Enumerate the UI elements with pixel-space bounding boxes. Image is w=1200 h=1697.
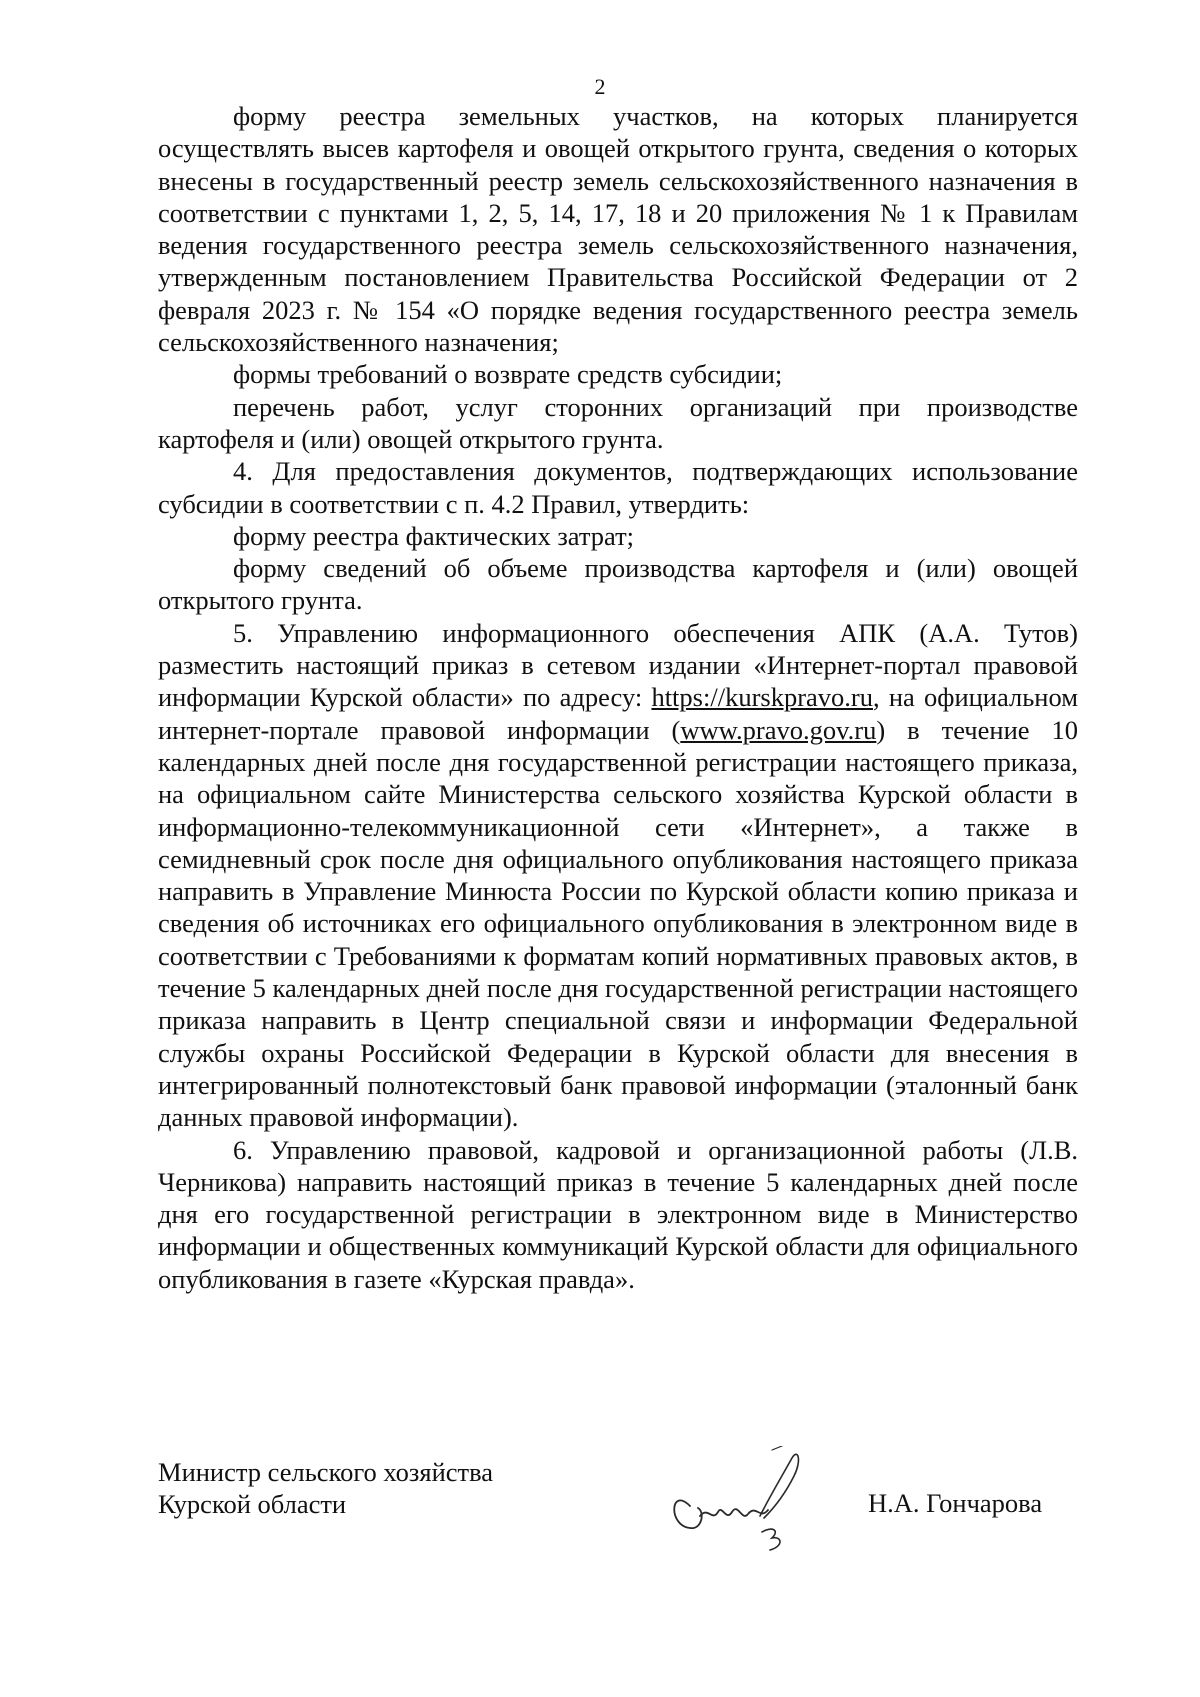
paragraph-refund-forms: формы требований о возврате средств субсидии; (233, 359, 783, 390)
signer-name: Н.А. Гончарова (868, 1488, 1043, 1518)
paragraph-costs-registry: форму реестра фактических затрат; (233, 520, 635, 551)
kurskpravo-link[interactable]: https://kurskpravo.ru (651, 682, 873, 713)
paragraph-works-list: перечень работ, услуг сторонних организаций при производстве картофеля и (или) овощей открытого грунта. (158, 391, 1078, 454)
page-number: 2 (594, 74, 606, 99)
item-5-text-end: ) в течение 10 календарных дней после дня государственной регистрации настоящего приказа, на официальном сайте Министерства сельского хозяйства Курской области в информационно-телекоммуникационной сети «Интернет», а также в семидневный срок после дня официального опубликования настоящего приказа направить в Управление Минюста России по Курской области копию приказа и сведения об источниках его официального опубликования в электронном виде в соответствии с Требованиями к форматам копий нормативных правовых актов, в течение 5 календарных дней после дня государственной регистрации настоящего приказа направить в Центр специальной связи и информации Федеральной службы охраны Российской Федерации в Курской области для внесения в интегрированный полнотекстовый банк правовой информации (эталонный банк данных правовой информации). (158, 714, 1078, 1133)
paragraph-item-5 (158, 617, 1078, 1134)
item-5-text-middle: , на официальном интернет-портале правовой информации ( (158, 682, 1078, 745)
item-5-text-start: 5. Управлению информационного обеспечения АПК (А.А. Тутов) разместить настоящий приказ в сетевом издании «Интернет-портал правовой информации Курской области» по адресу: (158, 617, 1078, 713)
signer-position-line-1: Министр сельского хозяйства (158, 1457, 494, 1487)
handwritten-signature (660, 1446, 820, 1556)
paragraph-item-6: 6. Управлению правовой, кадровой и организационной работы (Л.В. Черникова) направить настоящий приказ в течение 5 календарных дней после дня его государственной регистрации в электронном виде в Министерство информации и общественных коммуникаций Курской области для официального опубликования в газете «Курская правда». (158, 1134, 1078, 1294)
paragraph-production-info: форму сведений об объеме производства картофеля и (или) овощей открытого грунта. (158, 553, 1078, 616)
document-body (158, 100, 1078, 1295)
signer-position (158, 1456, 493, 1520)
signer-position-line-2: Курской области (158, 1489, 347, 1519)
paragraph-item-4: 4. Для предоставления документов, подтверждающих использование субсидии в соответствии с п. 4.2 Правил, утвердить: (158, 456, 1078, 519)
paragraph-registry-form: форму реестра земельных участков, на которых планируется осуществлять высев картофеля и овощей открытого грунта, сведения о которых внесены в государственный реестр земель сельскохозяйственного назначения в соответствии с пунктами 1, 2, 5, 14, 17, 18 и 20 приложения № 1 к Правилам ведения государственного реестра земель сельскохозяйственного назначения, утвержденным постановлением Правительства Российской Федерации от 2 февраля 2023 г. № 154 «О порядке ведения государственного реестра земель сельскохозяйственного назначения; (158, 101, 1078, 358)
pravo-gov-link[interactable]: www.pravo.gov.ru (680, 714, 877, 745)
